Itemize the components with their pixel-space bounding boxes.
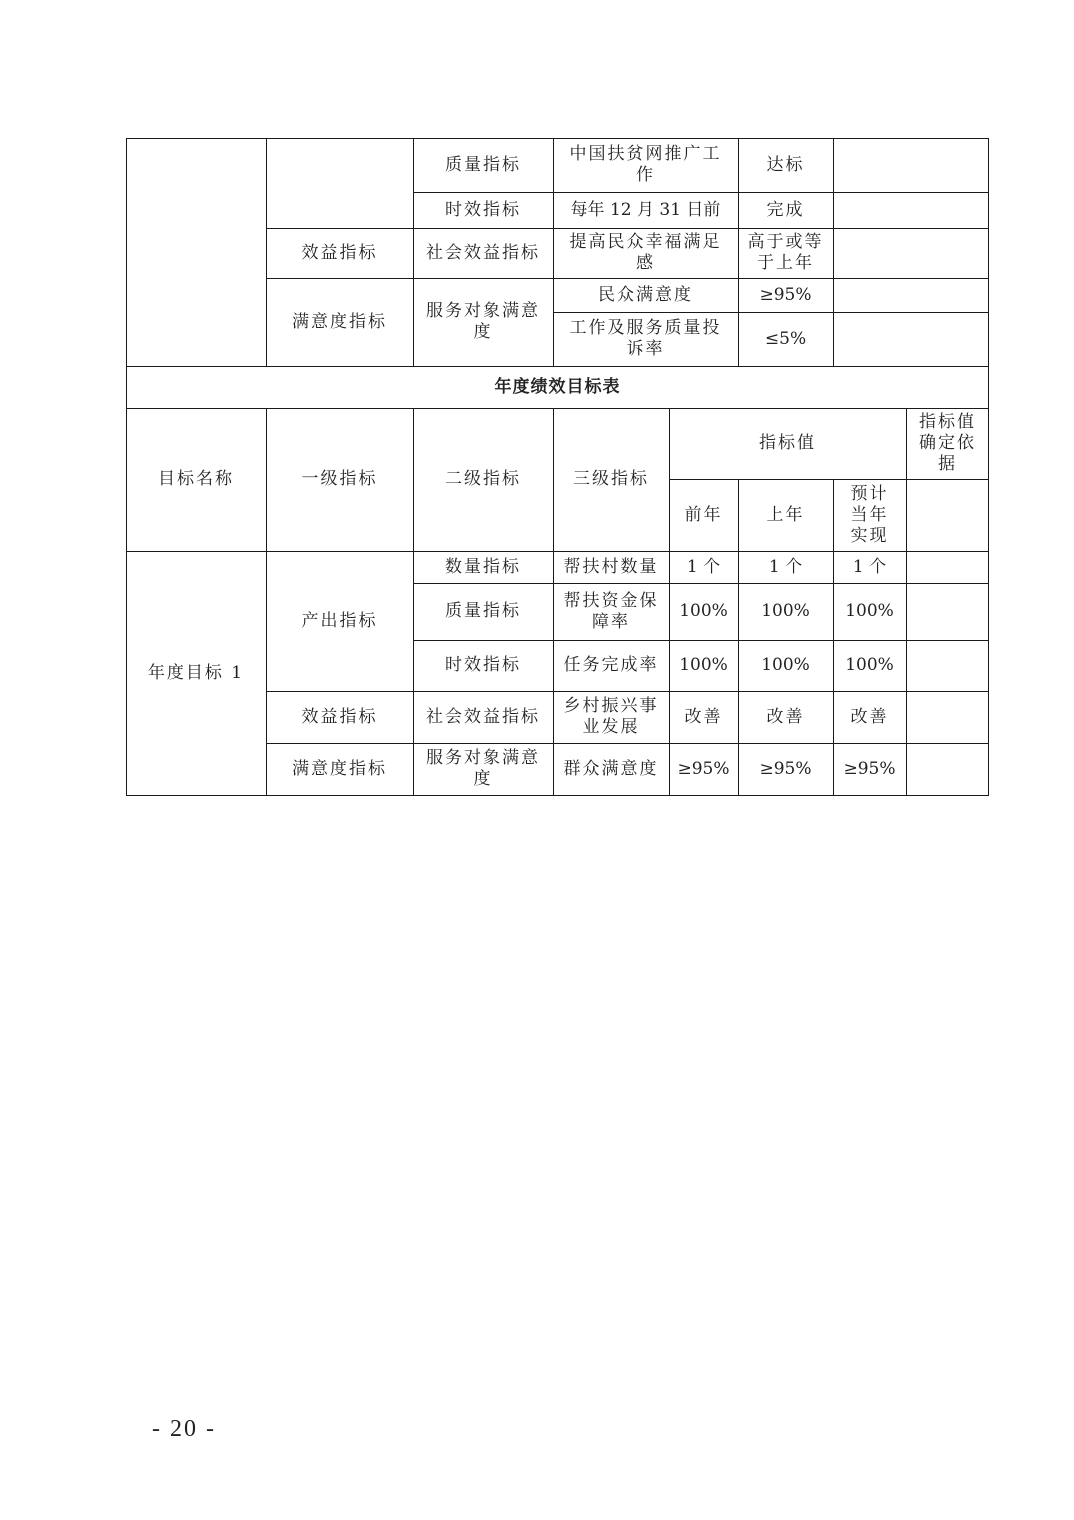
rule [126,795,989,796]
level2-cell: 社会效益指标 [426,242,540,263]
header-basis: 指标值 确定依 据 [919,412,976,474]
header-level3: 三级指标 [573,469,649,489]
last-year-cell: 100% [761,655,810,675]
level2-cell: 社会效益指标 [426,706,540,727]
header-target-name: 目标名称 [158,469,234,489]
level3-cell: 帮扶资金保 障率 [563,590,659,632]
performance-table [126,138,989,796]
last-year-cell: ≥95% [759,758,812,779]
level2-cell: 质量指标 [445,154,521,175]
level3-cell: 乡村振兴事 业发展 [563,696,659,737]
level3-cell: 每年 12 月 31 日前 [570,199,721,220]
header-indicator-value: 指标值 [759,433,816,453]
value-cell: ≥95% [759,284,812,305]
last-year-cell: 100% [761,601,810,621]
rule [833,138,834,367]
header-expected: 预计 当年 实现 [850,483,889,546]
expected-cell: 100% [845,601,894,621]
level1-cell: 满意度指标 [292,311,387,332]
prev-year-cell: 100% [679,601,728,621]
expected-cell: 改善 [850,706,889,727]
last-year-cell: 1 个 [768,556,803,577]
group-benefit: 效益指标 [301,706,378,727]
level3-cell: 民众满意度 [598,284,693,305]
group-satisfaction: 满意度指标 [292,758,387,779]
level3-cell: 提高民众幸福满足 感 [569,232,722,273]
prev-year-cell: 改善 [684,706,723,727]
level3-cell: 中国扶贫网推广工 作 [569,144,722,185]
expected-cell: 1 个 [852,556,887,577]
page-number: - 20 - [152,1416,216,1442]
expected-cell: 100% [845,655,894,675]
last-year-cell: 改善 [766,706,805,727]
level2-cell: 服务对象满意 度 [426,748,540,789]
value-cell: 达标 [766,154,805,175]
level3-cell: 帮扶村数量 [563,556,659,577]
level1-cell: 效益指标 [301,242,378,263]
level2-cell: 数量指标 [445,556,521,577]
level2-cell: 质量指标 [445,601,521,621]
prev-year-cell: ≥95% [677,758,730,779]
prev-year-cell: 100% [679,655,728,675]
expected-cell: ≥95% [843,758,896,779]
header-level2: 二级指标 [445,469,521,489]
level2-cell: 时效指标 [445,655,521,675]
level2-cell: 服务对象满意 度 [426,301,540,342]
header-prev-year: 前年 [684,504,723,525]
level3-cell: 任务完成率 [563,655,659,675]
level3-cell: 群众满意度 [563,758,659,779]
group-output: 产出指标 [301,610,378,631]
value-cell: 完成 [766,199,805,220]
table-title: 年度绩效目标表 [494,376,621,397]
header-level1: 一级指标 [301,469,378,489]
header-last-year: 上年 [766,504,805,525]
value-cell: ≤5% [764,328,807,349]
annual-target-cell: 年度目标 1 [147,662,245,683]
value-cell: 高于或等 于上年 [747,232,824,273]
level2-cell: 时效指标 [445,199,521,220]
prev-year-cell: 1 个 [686,556,721,577]
level3-cell: 工作及服务质量投 诉率 [569,318,722,359]
